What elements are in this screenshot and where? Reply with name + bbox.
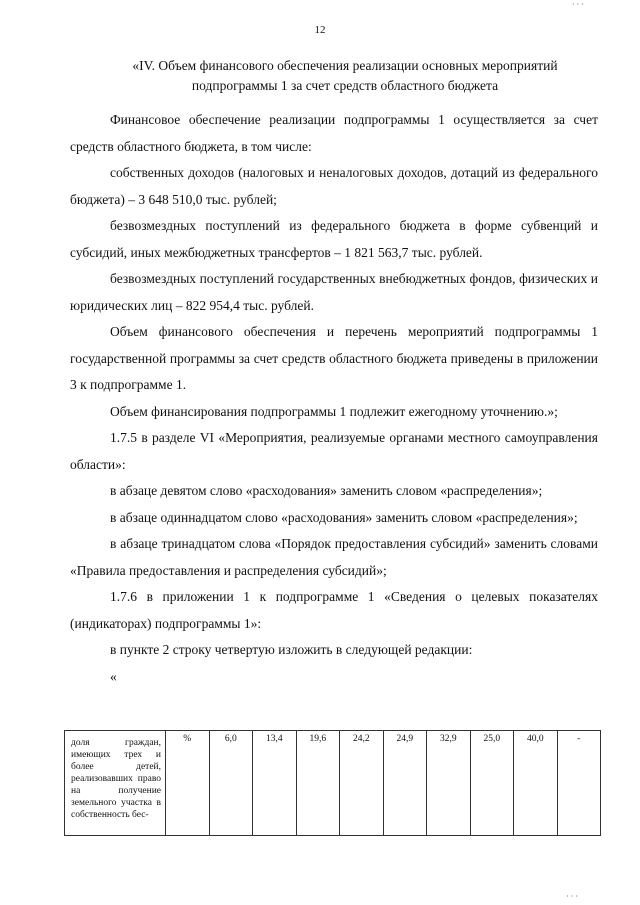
paragraph: безвозмездных поступлений из федерального бюджета в форме субвенций и субсидий, иных межбюджетных трансфертов – 1 821 563,7 тыс. рублей. — [70, 218, 598, 260]
section-heading — [95, 56, 595, 96]
paragraph: в абзаце тринадцатом слова «Порядок предоставления субсидий» заменить словами «Правила предоставления и распределения субсидий»; — [70, 536, 598, 578]
indicator-name-cell: доля граждан, имеющих трех и более детей, реализовавших право на получение земельного участка в собственность бес- — [65, 731, 166, 836]
paragraph: в абзаце одиннадцатом слово «расходования» заменить словом «распределения»; — [110, 509, 578, 525]
paragraph: собственных доходов (налоговых и неналоговых доходов, дотаций из федерального бюджета) – 3 648 510,0 тыс. рублей; — [70, 165, 598, 207]
value-cell: 19,6 — [296, 731, 340, 836]
paragraph: Объем финансирования подпрограммы 1 подлежит ежегодному уточнению.»; — [110, 403, 558, 419]
paragraph: в абзаце девятом слово «расходования» заменить словом «распределения»; — [110, 483, 543, 498]
bottom-corner-mark: · · · — [566, 892, 578, 901]
document-body — [70, 107, 598, 690]
value-cell: 13,4 — [253, 731, 297, 836]
paragraph: Объем финансового обеспечения и перечень мероприятий подпрограммы 1 государственной программы за счет средств областного бюджета приведены в приложении 3 к подпрограмме 1. — [70, 324, 598, 392]
paragraph: в пункте 2 строку четвертую изложить в следующей редакции: — [110, 642, 473, 657]
table-row — [65, 731, 601, 836]
value-cell: 24,2 — [340, 731, 384, 836]
paragraph: безвозмездных поступлений государственных внебюджетных фондов, физических и юридических лиц – 822 954,4 тыс. рублей. — [70, 271, 598, 313]
value-cell: 6,0 — [209, 731, 253, 836]
heading-line-1: «IV. Объем финансового обеспечения реализации основных мероприятий — [132, 58, 558, 73]
paragraph: 1.7.6 в приложении 1 к подпрограмме 1 «Сведения о целевых показателях (индикаторах) подпрограммы 1»: — [70, 589, 598, 631]
paragraph: Финансовое обеспечение реализации подпрограммы 1 осуществляется за счет средств областного бюджета, в том числе: — [70, 112, 598, 154]
opening-quote: « — [110, 668, 117, 684]
page-number: 12 — [314, 24, 326, 36]
value-cell: 32,9 — [427, 731, 471, 836]
unit-cell: % — [166, 731, 210, 836]
value-cell: 40,0 — [514, 731, 558, 836]
value-cell: - — [557, 731, 601, 836]
top-corner-mark: · · · — [572, 0, 584, 9]
value-cell: 25,0 — [470, 731, 514, 836]
heading-line-2: подпрограммы 1 за счет средств областного бюджета — [191, 78, 499, 93]
indicator-table — [64, 730, 601, 836]
paragraph: 1.7.5 в разделе VI «Мероприятия, реализуемые органами местного самоуправления области»: — [70, 430, 598, 472]
value-cell: 24,9 — [383, 731, 427, 836]
